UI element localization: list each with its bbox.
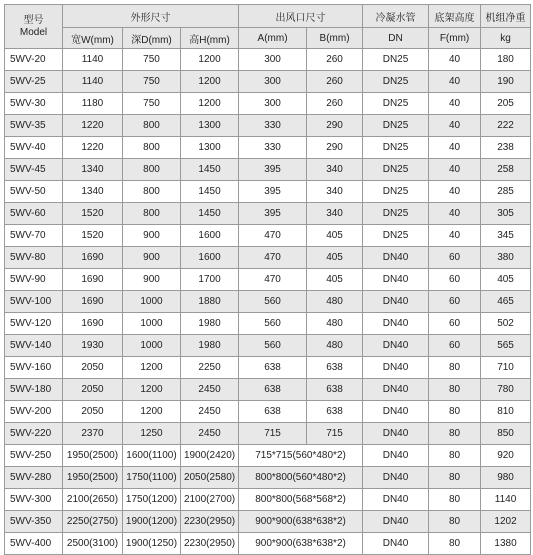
height-cell: 1600 bbox=[181, 225, 239, 247]
depth-header: 深D(mm) bbox=[123, 28, 181, 49]
table-row bbox=[5, 291, 531, 313]
height-cell: 1450 bbox=[181, 203, 239, 225]
depth-cell: 1900(1250) bbox=[123, 533, 181, 555]
frame-height-cell: 80 bbox=[429, 379, 481, 401]
net-weight-cell: 920 bbox=[481, 445, 531, 467]
net-weight-header: 机组净重 bbox=[481, 5, 531, 28]
dn-cell: DN40 bbox=[363, 247, 429, 269]
height-cell: 2250 bbox=[181, 357, 239, 379]
depth-cell: 1000 bbox=[123, 335, 181, 357]
net-weight-cell: 405 bbox=[481, 269, 531, 291]
dn-cell: DN25 bbox=[363, 159, 429, 181]
a-cell: 330 bbox=[239, 137, 307, 159]
width-cell: 2050 bbox=[63, 401, 123, 423]
table-row bbox=[5, 93, 531, 115]
frame-height-cell: 80 bbox=[429, 511, 481, 533]
a-cell: 470 bbox=[239, 225, 307, 247]
height-cell: 1700 bbox=[181, 269, 239, 291]
width-cell: 1520 bbox=[63, 203, 123, 225]
frame-height-cell: 40 bbox=[429, 159, 481, 181]
f-header: F(mm) bbox=[429, 28, 481, 49]
width-cell: 1340 bbox=[63, 181, 123, 203]
frame-height-cell: 40 bbox=[429, 181, 481, 203]
a-cell: 470 bbox=[239, 247, 307, 269]
b-cell: 405 bbox=[307, 247, 363, 269]
b-cell: 260 bbox=[307, 49, 363, 71]
height-cell: 1980 bbox=[181, 313, 239, 335]
dn-cell: DN40 bbox=[363, 511, 429, 533]
a-cell: 470 bbox=[239, 269, 307, 291]
frame-height-cell: 60 bbox=[429, 247, 481, 269]
b-cell: 340 bbox=[307, 159, 363, 181]
width-cell: 1690 bbox=[63, 291, 123, 313]
a-cell: 395 bbox=[239, 203, 307, 225]
dn-cell: DN40 bbox=[363, 313, 429, 335]
b-cell: 340 bbox=[307, 181, 363, 203]
net-weight-cell: 222 bbox=[481, 115, 531, 137]
table-row bbox=[5, 71, 531, 93]
height-cell: 1200 bbox=[181, 93, 239, 115]
a-cell: 300 bbox=[239, 71, 307, 93]
table-row bbox=[5, 335, 531, 357]
b-cell: 405 bbox=[307, 225, 363, 247]
width-cell: 1930 bbox=[63, 335, 123, 357]
model-cell: 5WV-350 bbox=[5, 511, 63, 533]
depth-cell: 1200 bbox=[123, 401, 181, 423]
height-cell: 2100(2700) bbox=[181, 489, 239, 511]
table-row bbox=[5, 49, 531, 71]
height-cell: 1880 bbox=[181, 291, 239, 313]
dn-cell: DN25 bbox=[363, 137, 429, 159]
depth-cell: 1750(1200) bbox=[123, 489, 181, 511]
model-cell: 5WV-200 bbox=[5, 401, 63, 423]
table-row bbox=[5, 203, 531, 225]
width-cell: 1220 bbox=[63, 115, 123, 137]
model-cell: 5WV-100 bbox=[5, 291, 63, 313]
b-cell: 480 bbox=[307, 313, 363, 335]
table-row bbox=[5, 181, 531, 203]
frame-height-header: 底架高度 bbox=[429, 5, 481, 28]
a-header: A(mm) bbox=[239, 28, 307, 49]
table-row bbox=[5, 379, 531, 401]
model-cell: 5WV-35 bbox=[5, 115, 63, 137]
b-cell: 290 bbox=[307, 137, 363, 159]
height-cell: 1200 bbox=[181, 49, 239, 71]
model-cell: 5WV-250 bbox=[5, 445, 63, 467]
depth-cell: 800 bbox=[123, 159, 181, 181]
model-cell: 5WV-80 bbox=[5, 247, 63, 269]
b-cell: 638 bbox=[307, 379, 363, 401]
dn-cell: DN25 bbox=[363, 49, 429, 71]
depth-cell: 800 bbox=[123, 203, 181, 225]
width-cell: 2370 bbox=[63, 423, 123, 445]
frame-height-cell: 80 bbox=[429, 401, 481, 423]
outlet-size-cell: 715*715(560*480*2) bbox=[239, 445, 363, 467]
width-cell: 1950(2500) bbox=[63, 467, 123, 489]
dn-cell: DN40 bbox=[363, 291, 429, 313]
b-cell: 290 bbox=[307, 115, 363, 137]
depth-cell: 1250 bbox=[123, 423, 181, 445]
a-cell: 560 bbox=[239, 291, 307, 313]
dn-cell: DN25 bbox=[363, 93, 429, 115]
net-weight-cell: 238 bbox=[481, 137, 531, 159]
b-header: B(mm) bbox=[307, 28, 363, 49]
net-weight-cell: 810 bbox=[481, 401, 531, 423]
dn-cell: DN40 bbox=[363, 423, 429, 445]
a-cell: 300 bbox=[239, 93, 307, 115]
table-row bbox=[5, 489, 531, 511]
width-cell: 2500(3100) bbox=[63, 533, 123, 555]
net-weight-cell: 502 bbox=[481, 313, 531, 335]
table-body bbox=[5, 49, 531, 555]
width-cell: 2100(2650) bbox=[63, 489, 123, 511]
dn-cell: DN40 bbox=[363, 467, 429, 489]
model-cell: 5WV-60 bbox=[5, 203, 63, 225]
width-header: 宽W(mm) bbox=[63, 28, 123, 49]
a-cell: 330 bbox=[239, 115, 307, 137]
frame-height-cell: 40 bbox=[429, 203, 481, 225]
net-weight-cell: 380 bbox=[481, 247, 531, 269]
width-cell: 1690 bbox=[63, 247, 123, 269]
table-row bbox=[5, 533, 531, 555]
b-cell: 260 bbox=[307, 71, 363, 93]
outlet-size-cell: 800*800(568*568*2) bbox=[239, 489, 363, 511]
frame-height-cell: 80 bbox=[429, 489, 481, 511]
table-row bbox=[5, 313, 531, 335]
height-cell: 1980 bbox=[181, 335, 239, 357]
net-weight-cell: 285 bbox=[481, 181, 531, 203]
model-cell: 5WV-180 bbox=[5, 379, 63, 401]
width-cell: 1340 bbox=[63, 159, 123, 181]
depth-cell: 750 bbox=[123, 71, 181, 93]
net-weight-cell: 780 bbox=[481, 379, 531, 401]
depth-cell: 1200 bbox=[123, 379, 181, 401]
net-weight-cell: 1140 bbox=[481, 489, 531, 511]
net-weight-cell: 710 bbox=[481, 357, 531, 379]
frame-height-cell: 40 bbox=[429, 137, 481, 159]
model-header-cn: 型号 bbox=[23, 14, 44, 26]
frame-height-cell: 80 bbox=[429, 445, 481, 467]
model-cell: 5WV-160 bbox=[5, 357, 63, 379]
b-cell: 638 bbox=[307, 357, 363, 379]
width-cell: 1520 bbox=[63, 225, 123, 247]
table-row bbox=[5, 225, 531, 247]
depth-cell: 1000 bbox=[123, 313, 181, 335]
b-cell: 715 bbox=[307, 423, 363, 445]
depth-cell: 1000 bbox=[123, 291, 181, 313]
depth-cell: 800 bbox=[123, 137, 181, 159]
table-row bbox=[5, 467, 531, 489]
dn-cell: DN25 bbox=[363, 71, 429, 93]
frame-height-cell: 60 bbox=[429, 335, 481, 357]
width-cell: 2050 bbox=[63, 357, 123, 379]
table-row bbox=[5, 159, 531, 181]
a-cell: 638 bbox=[239, 357, 307, 379]
height-cell: 1900(2420) bbox=[181, 445, 239, 467]
height-cell: 1300 bbox=[181, 137, 239, 159]
dn-cell: DN25 bbox=[363, 225, 429, 247]
model-cell: 5WV-120 bbox=[5, 313, 63, 335]
net-weight-cell: 1380 bbox=[481, 533, 531, 555]
dn-cell: DN25 bbox=[363, 203, 429, 225]
frame-height-cell: 60 bbox=[429, 291, 481, 313]
depth-cell: 900 bbox=[123, 269, 181, 291]
model-cell: 5WV-70 bbox=[5, 225, 63, 247]
net-weight-cell: 565 bbox=[481, 335, 531, 357]
net-weight-cell: 305 bbox=[481, 203, 531, 225]
dn-cell: DN40 bbox=[363, 357, 429, 379]
table-row bbox=[5, 511, 531, 533]
depth-cell: 1200 bbox=[123, 357, 181, 379]
a-cell: 560 bbox=[239, 313, 307, 335]
net-weight-cell: 190 bbox=[481, 71, 531, 93]
model-header-en: Model bbox=[19, 26, 48, 38]
width-cell: 1180 bbox=[63, 93, 123, 115]
height-cell: 1300 bbox=[181, 115, 239, 137]
dn-cell: DN40 bbox=[363, 445, 429, 467]
depth-cell: 1600(1100) bbox=[123, 445, 181, 467]
model-cell: 5WV-45 bbox=[5, 159, 63, 181]
dn-cell: DN40 bbox=[363, 269, 429, 291]
net-weight-cell: 345 bbox=[481, 225, 531, 247]
width-cell: 1140 bbox=[63, 71, 123, 93]
dn-cell: DN40 bbox=[363, 533, 429, 555]
net-weight-cell: 1202 bbox=[481, 511, 531, 533]
net-weight-cell: 980 bbox=[481, 467, 531, 489]
model-cell: 5WV-25 bbox=[5, 71, 63, 93]
model-cell: 5WV-40 bbox=[5, 137, 63, 159]
table-row bbox=[5, 137, 531, 159]
width-cell: 2250(2750) bbox=[63, 511, 123, 533]
table-row bbox=[5, 269, 531, 291]
height-cell: 2230(2950) bbox=[181, 511, 239, 533]
frame-height-cell: 40 bbox=[429, 93, 481, 115]
outlet-size-cell: 800*800(560*480*2) bbox=[239, 467, 363, 489]
depth-cell: 1750(1100) bbox=[123, 467, 181, 489]
frame-height-cell: 60 bbox=[429, 313, 481, 335]
b-cell: 340 bbox=[307, 203, 363, 225]
depth-cell: 750 bbox=[123, 49, 181, 71]
frame-height-cell: 40 bbox=[429, 71, 481, 93]
b-cell: 480 bbox=[307, 335, 363, 357]
net-weight-cell: 205 bbox=[481, 93, 531, 115]
model-cell: 5WV-50 bbox=[5, 181, 63, 203]
width-cell: 1950(2500) bbox=[63, 445, 123, 467]
width-cell: 1690 bbox=[63, 269, 123, 291]
height-cell: 1200 bbox=[181, 71, 239, 93]
table-row bbox=[5, 401, 531, 423]
frame-height-cell: 80 bbox=[429, 467, 481, 489]
frame-height-cell: 80 bbox=[429, 357, 481, 379]
model-cell: 5WV-300 bbox=[5, 489, 63, 511]
a-cell: 638 bbox=[239, 401, 307, 423]
a-cell: 300 bbox=[239, 49, 307, 71]
a-cell: 638 bbox=[239, 379, 307, 401]
dn-header: DN bbox=[363, 28, 429, 49]
a-cell: 560 bbox=[239, 335, 307, 357]
width-cell: 1690 bbox=[63, 313, 123, 335]
model-cell: 5WV-90 bbox=[5, 269, 63, 291]
height-header: 高H(mm) bbox=[181, 28, 239, 49]
height-cell: 1450 bbox=[181, 181, 239, 203]
width-cell: 1140 bbox=[63, 49, 123, 71]
table-row bbox=[5, 423, 531, 445]
model-cell: 5WV-220 bbox=[5, 423, 63, 445]
depth-cell: 800 bbox=[123, 181, 181, 203]
frame-height-cell: 40 bbox=[429, 225, 481, 247]
frame-height-cell: 80 bbox=[429, 423, 481, 445]
dn-cell: DN25 bbox=[363, 181, 429, 203]
frame-height-cell: 60 bbox=[429, 269, 481, 291]
table-row bbox=[5, 115, 531, 137]
width-cell: 1220 bbox=[63, 137, 123, 159]
net-weight-cell: 465 bbox=[481, 291, 531, 313]
width-cell: 2050 bbox=[63, 379, 123, 401]
height-cell: 1450 bbox=[181, 159, 239, 181]
table-row bbox=[5, 247, 531, 269]
model-cell: 5WV-30 bbox=[5, 93, 63, 115]
net-weight-cell: 180 bbox=[481, 49, 531, 71]
model-cell: 5WV-400 bbox=[5, 533, 63, 555]
a-cell: 395 bbox=[239, 159, 307, 181]
height-cell: 2230(2950) bbox=[181, 533, 239, 555]
outlet-size-cell: 900*900(638*638*2) bbox=[239, 511, 363, 533]
kg-header: kg bbox=[481, 28, 531, 49]
b-cell: 405 bbox=[307, 269, 363, 291]
dn-cell: DN25 bbox=[363, 115, 429, 137]
dn-cell: DN40 bbox=[363, 335, 429, 357]
outlet-size-cell: 900*900(638*638*2) bbox=[239, 533, 363, 555]
b-cell: 638 bbox=[307, 401, 363, 423]
condense-header: 冷凝水管 bbox=[363, 5, 429, 28]
model-cell: 5WV-20 bbox=[5, 49, 63, 71]
table-header bbox=[5, 5, 531, 49]
height-cell: 2450 bbox=[181, 379, 239, 401]
dn-cell: DN40 bbox=[363, 489, 429, 511]
height-cell: 2450 bbox=[181, 401, 239, 423]
frame-height-cell: 40 bbox=[429, 115, 481, 137]
height-cell: 1600 bbox=[181, 247, 239, 269]
model-header bbox=[5, 5, 63, 49]
net-weight-cell: 850 bbox=[481, 423, 531, 445]
depth-cell: 750 bbox=[123, 93, 181, 115]
depth-cell: 900 bbox=[123, 247, 181, 269]
height-cell: 2450 bbox=[181, 423, 239, 445]
a-cell: 715 bbox=[239, 423, 307, 445]
model-cell: 5WV-140 bbox=[5, 335, 63, 357]
depth-cell: 1900(1200) bbox=[123, 511, 181, 533]
table-row bbox=[5, 357, 531, 379]
dims-group-header: 外形尺寸 bbox=[63, 5, 239, 28]
spec-table bbox=[4, 4, 531, 555]
depth-cell: 900 bbox=[123, 225, 181, 247]
net-weight-cell: 258 bbox=[481, 159, 531, 181]
table-row bbox=[5, 445, 531, 467]
frame-height-cell: 40 bbox=[429, 49, 481, 71]
a-cell: 395 bbox=[239, 181, 307, 203]
outlet-group-header: 出风口尺寸 bbox=[239, 5, 363, 28]
b-cell: 260 bbox=[307, 93, 363, 115]
dn-cell: DN40 bbox=[363, 401, 429, 423]
height-cell: 2050(2580) bbox=[181, 467, 239, 489]
dn-cell: DN40 bbox=[363, 379, 429, 401]
b-cell: 480 bbox=[307, 291, 363, 313]
depth-cell: 800 bbox=[123, 115, 181, 137]
model-cell: 5WV-280 bbox=[5, 467, 63, 489]
frame-height-cell: 80 bbox=[429, 533, 481, 555]
